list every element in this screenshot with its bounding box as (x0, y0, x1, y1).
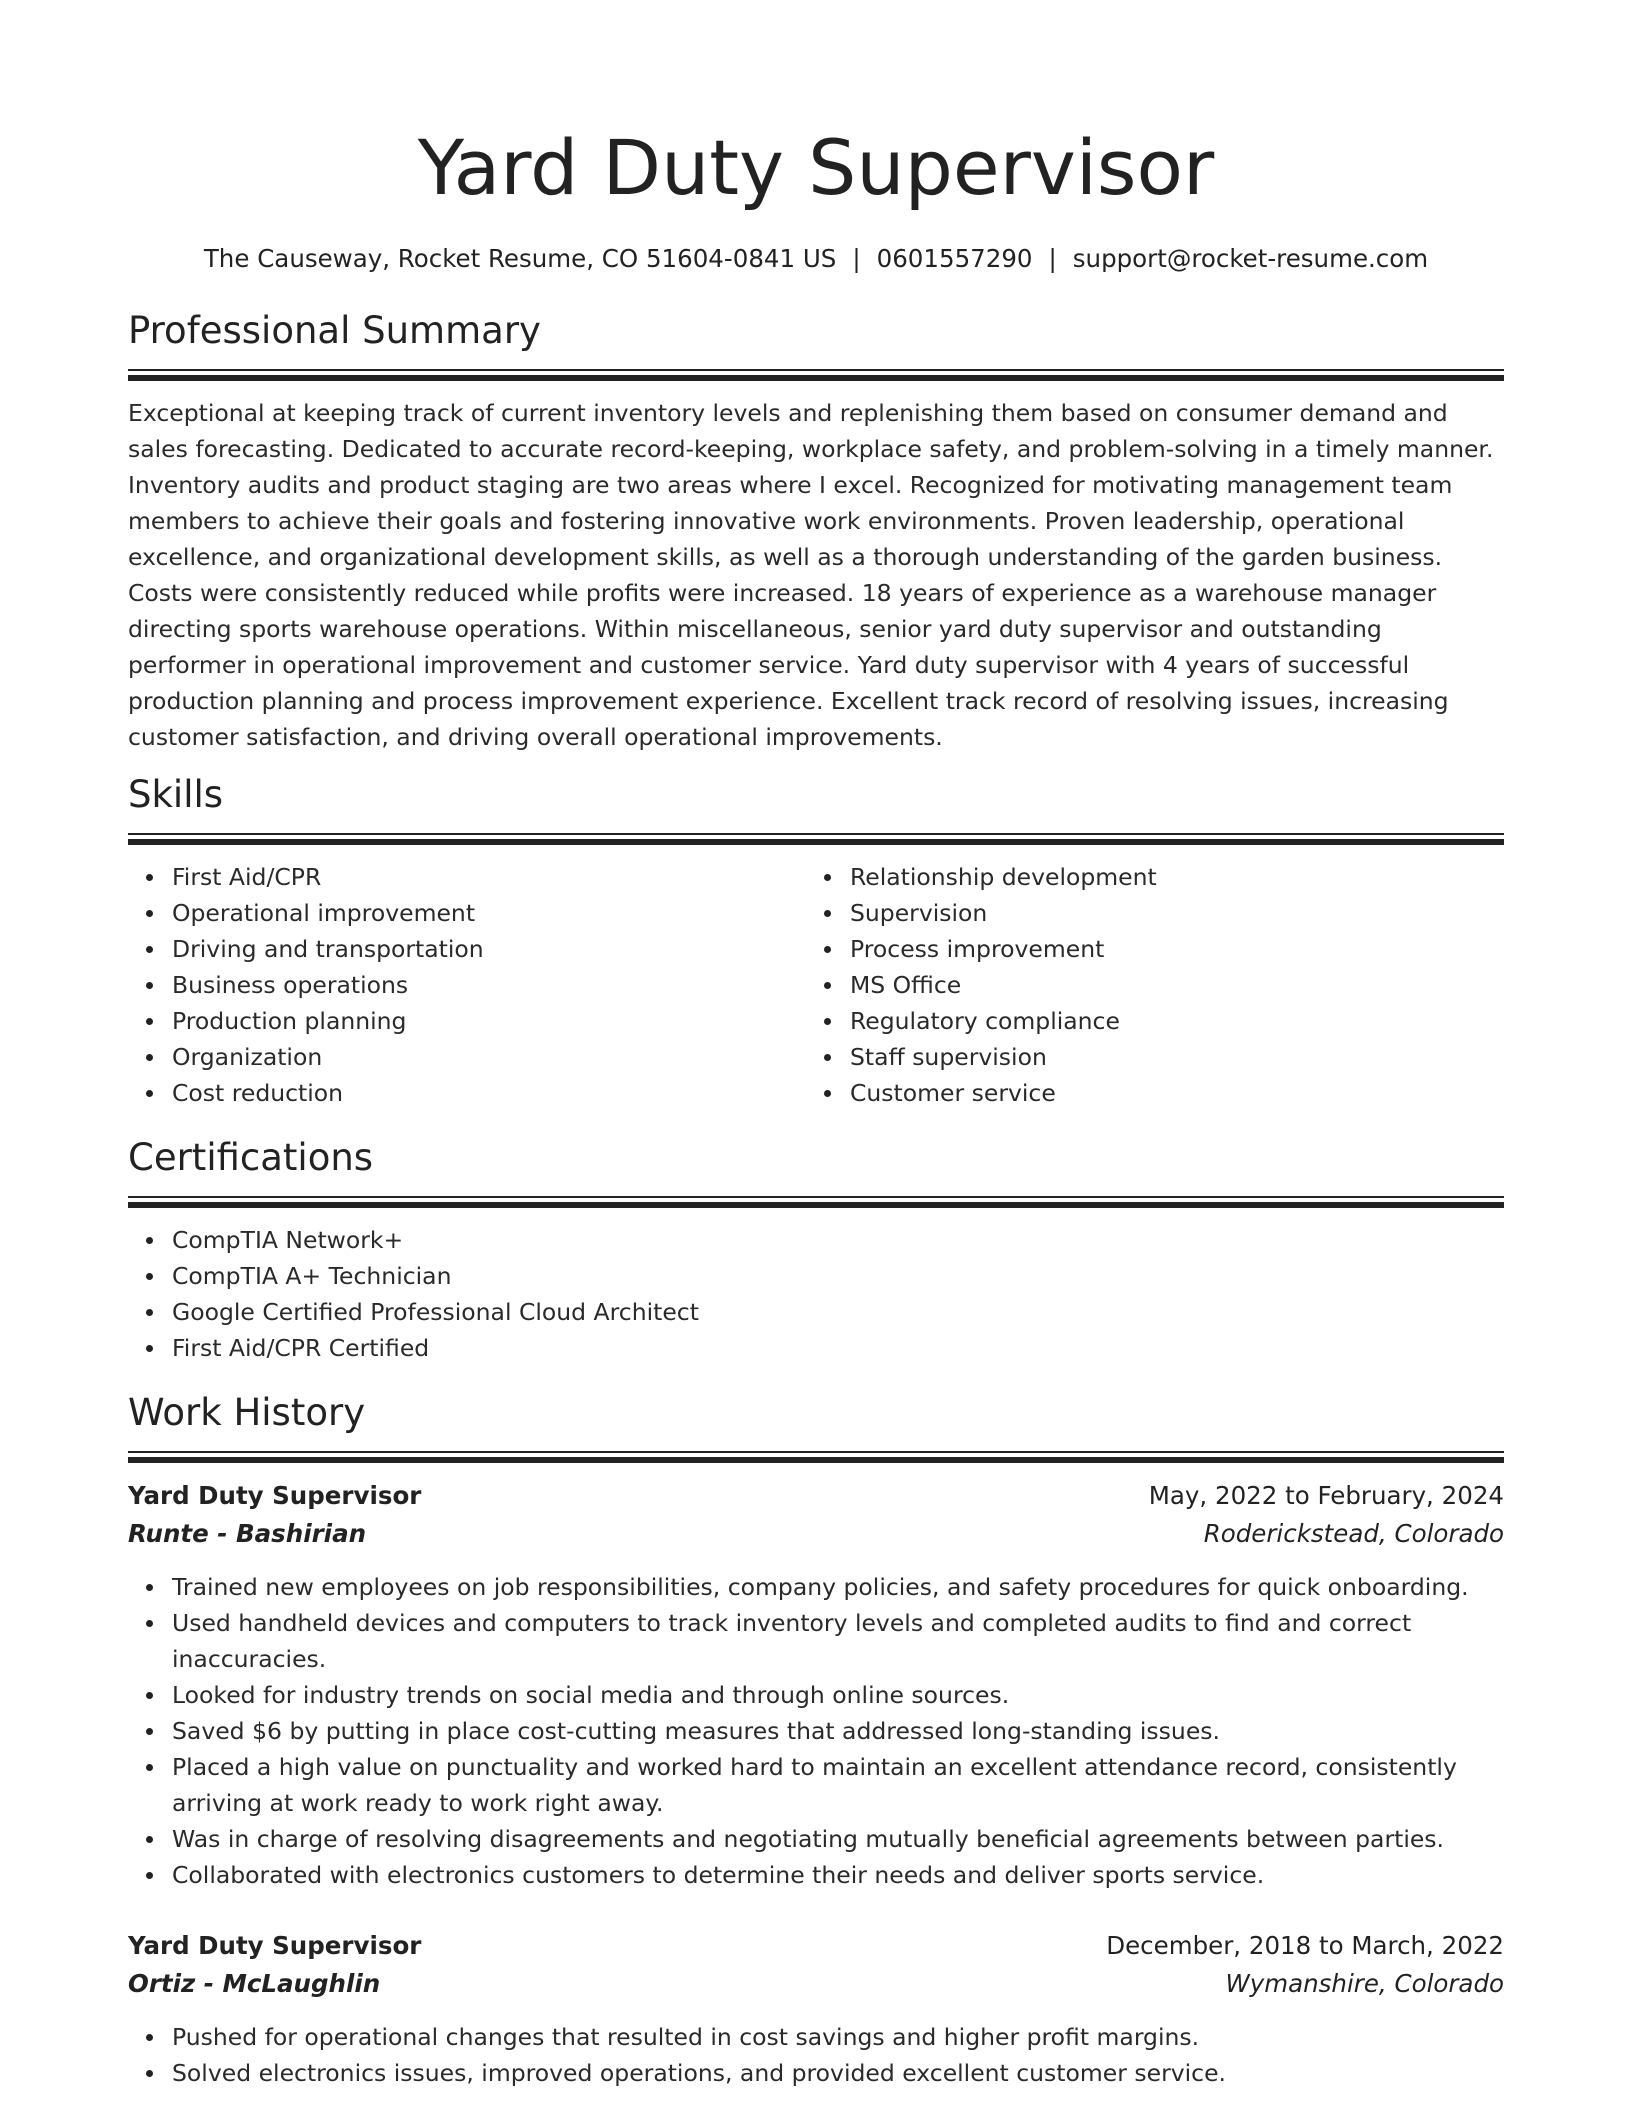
skills-grid (128, 859, 1504, 1111)
skill-item: Production planning (172, 1003, 806, 1039)
skill-item: Organization (172, 1039, 806, 1075)
job-company-row (128, 1965, 1504, 2003)
skill-item: Cost reduction (172, 1075, 806, 1111)
skill-item: MS Office (850, 967, 1484, 1003)
job-bullet: Solved electronics issues, improved operations, and provided excellent customer service. (172, 2055, 1504, 2091)
job-company: Runte - Bashirian (128, 1519, 367, 1548)
work-history-section (128, 1389, 1504, 2091)
skills-list-left (128, 859, 806, 1111)
work-history-heading: Work History (128, 1391, 366, 1434)
contact-separator: | (1048, 244, 1057, 273)
job-bullet: Pushed for operational changes that resulted in cost savings and higher profit margins. (172, 2019, 1504, 2055)
skill-item: Supervision (850, 895, 1484, 931)
certification-item: Google Certified Professional Cloud Architect (172, 1294, 1504, 1330)
skill-item: Operational improvement (172, 895, 806, 931)
certification-item: First Aid/CPR Certified (172, 1330, 1504, 1366)
job-dates: December, 2018 to March, 2022 (1106, 1931, 1504, 1960)
certifications-heading: Certifications (128, 1136, 374, 1179)
job-bullet: Looked for industry trends on social media and through online sources. (172, 1677, 1504, 1713)
certifications-list (128, 1222, 1504, 1366)
skills-section (128, 771, 1504, 1111)
job-company: Ortiz - McLaughlin (128, 1969, 381, 1998)
skill-item: Customer service (850, 1075, 1484, 1111)
job-company-row (128, 1515, 1504, 1553)
job-title: Yard Duty Supervisor (128, 1481, 422, 1510)
resume-title: Yard Duty Supervisor (417, 123, 1215, 212)
job-bullets (128, 1569, 1504, 1893)
skill-item: First Aid/CPR (172, 859, 806, 895)
section-divider (128, 1196, 1504, 1208)
contact-line (128, 242, 1504, 276)
job-location: Roderickstead, Colorado (1203, 1519, 1504, 1548)
job-bullet: Saved $6 by putting in place cost-cutting measures that addressed long-standing issues. (172, 1713, 1504, 1749)
certification-item: CompTIA Network+ (172, 1222, 1504, 1258)
skill-item: Staff supervision (850, 1039, 1484, 1075)
job-dates: May, 2022 to February, 2024 (1148, 1481, 1504, 1510)
section-divider (128, 369, 1504, 381)
section-divider (128, 1451, 1504, 1463)
skill-item: Business operations (172, 967, 806, 1003)
skills-list-right (806, 859, 1484, 1111)
job-entry (128, 1927, 1504, 2091)
contact-address: The Causeway, Rocket Resume, CO 51604-0841 US (203, 244, 837, 273)
contact-email: support@rocket-resume.com (1072, 244, 1429, 273)
certifications-section (128, 1134, 1504, 1366)
skill-item: Driving and transportation (172, 931, 806, 967)
job-location: Wymanshire, Colorado (1225, 1969, 1504, 1998)
summary-heading: Professional Summary (128, 309, 541, 352)
skill-item: Regulatory compliance (850, 1003, 1484, 1039)
skill-item: Relationship development (850, 859, 1484, 895)
job-header-row (128, 1927, 1504, 1965)
job-bullet: Was in charge of resolving disagreements and negotiating mutually beneficial agreements between parties. (172, 1821, 1504, 1857)
job-header-row (128, 1477, 1504, 1515)
job-title: Yard Duty Supervisor (128, 1931, 422, 1960)
contact-phone: 0601557290 (876, 244, 1033, 273)
job-entry (128, 1477, 1504, 1893)
job-bullet: Collaborated with electronics customers to determine their needs and deliver sports service. (172, 1857, 1504, 1893)
resume-page (128, 0, 1504, 2091)
job-bullets (128, 2019, 1504, 2091)
section-divider (128, 833, 1504, 845)
skill-item: Process improvement (850, 931, 1484, 967)
job-bullet: Used handheld devices and computers to track inventory levels and completed audits to find and correct inaccuracies. (172, 1605, 1504, 1677)
job-bullet: Placed a high value on punctuality and worked hard to maintain an excellent attendance record, consistently arriving at work ready to work right away. (172, 1749, 1504, 1821)
summary-text: Exceptional at keeping track of current inventory levels and replenishing them based on consumer demand and sales forecasting. Dedicated to accurate record-keeping, workplace safety, and problem-solving in a timely manner. Inventory audits and product staging are two areas where I excel. Recognized for motivating management team members to achieve their goals and fostering innovative work environments. Proven leadership, operational excellence, and organizational development skills, as well as a thorough understanding of the garden business. Costs were consistently reduced while profits were increased. 18 years of experience as a warehouse manager directing sports warehouse operations. Within miscellaneous, senior yard duty supervisor and outstanding performer in operational improvement and customer service. Yard duty supervisor with 4 years of successful production planning and process improvement experience. Excellent track record of resolving issues, increasing customer satisfaction, and driving overall operational improvements. (128, 399, 1494, 751)
summary-section (128, 307, 1504, 755)
job-bullet: Trained new employees on job responsibilities, company policies, and safety procedures for quick onboarding. (172, 1569, 1504, 1605)
contact-separator: | (852, 244, 861, 273)
certification-item: CompTIA A+ Technician (172, 1258, 1504, 1294)
skills-heading: Skills (128, 773, 224, 816)
